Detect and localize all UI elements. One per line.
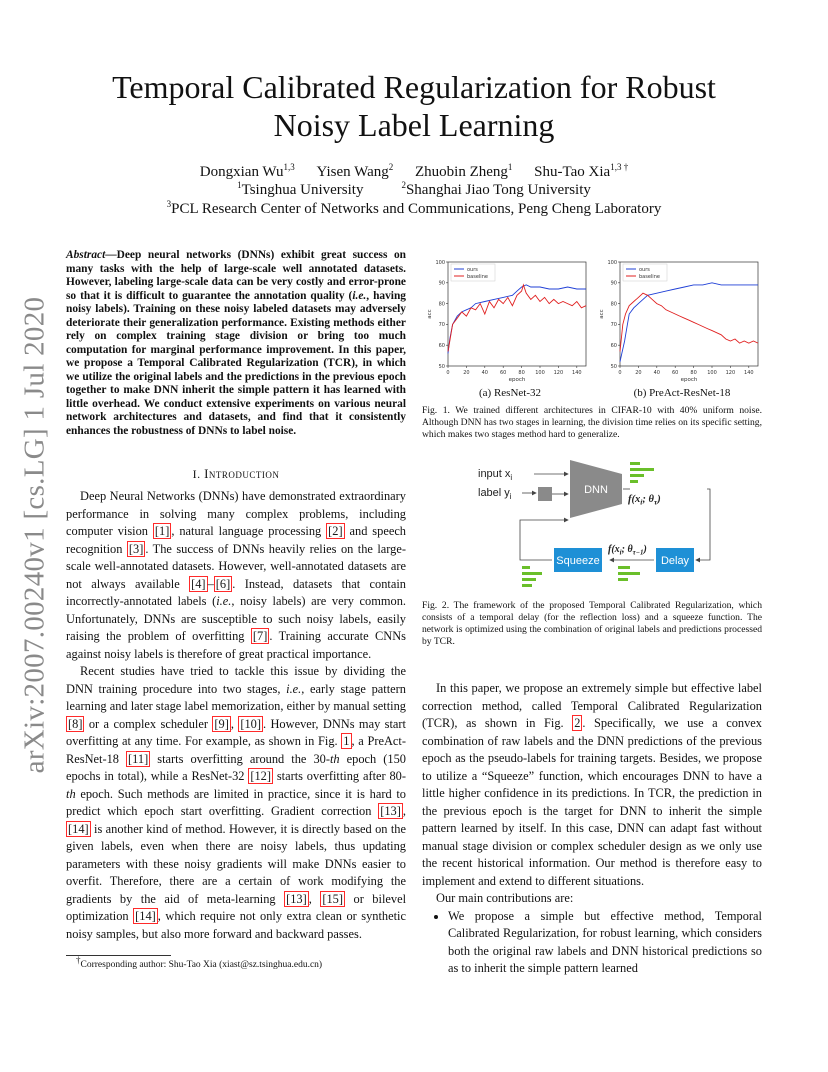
citation-link[interactable]: [14] — [135, 909, 156, 923]
citation-link[interactable]: [4] — [191, 576, 206, 591]
citation-link[interactable]: [11] — [128, 751, 149, 766]
section-title: Introduction — [204, 466, 280, 481]
citation-link[interactable]: [1] — [154, 524, 170, 538]
output-formula: $f(x_i$; $\theta_\tau$) — [628, 494, 661, 507]
contribution-list — [422, 908, 762, 978]
text: th — [329, 751, 340, 766]
text: In this paper, we propose an extremely simple but effective label correction method, called Temporal Calibrated Regularization (TCR), as shown in Fig. — [422, 681, 762, 730]
text: is another kind of method. However, it is directly based on the given labels, even when there are noisy labels, thus updating parameters with these noisy gradients will make DNNs easier to overfit. Therefore, there are a certain of work modifying the gradients by the aid of meta-learning — [66, 821, 406, 906]
citation-link[interactable]: [10] — [240, 716, 261, 731]
x-tick-label: 60 — [500, 370, 507, 376]
abstract-text: , having noisy labels). Training on these noisy labeled datasets may adversely deteriorate their generalization performance. Existing methods either rely on complex training stage division or bring too much computation for marginal performance improvement. In this paper, we propose a Temporal Calibrated Regularization (TCR), in which we utilize the original labels and the predictions in the previous epoch together to make DNN inherit the simple pattern it has learned with little overhead. We conduct extensive experiments on various neural network architectures and datasets, and find that it consistently enhances the robustness of DNNs to label noise. — [66, 289, 406, 437]
abstract-lead: Abstract — [66, 249, 106, 261]
figure-1-caption: Fig. 1. We trained different architectures in CIFAR-10 with 40% uniform noise. Although DNN has two stages in learning, the division time relies on its specific setting, which makes two stages method hard to generalize. — [422, 405, 762, 440]
y-tick-label: 80 — [438, 301, 445, 308]
y-tick-label: 70 — [438, 322, 445, 329]
affiliation: PCL Research Center of Networks and Communications, Peng Cheng Laboratory — [171, 201, 662, 217]
x-tick-label: 140 — [572, 370, 582, 376]
text: , — [402, 804, 406, 818]
chart-preact-resnet18 — [596, 256, 768, 384]
citation-link[interactable]: [3] — [128, 541, 144, 556]
affil-sup: 2 — [401, 180, 406, 190]
citation-link[interactable]: [13] — [286, 891, 307, 906]
y-axis-label: acc — [599, 309, 605, 319]
text: . Training accurate CNNs against noisy labels is therefore of great practical importance. — [66, 629, 406, 661]
affiliations-line-2 — [60, 201, 768, 218]
series-line-ours — [620, 283, 758, 362]
text: , early stage pattern learning and later stage label memorization, either by manual setting — [66, 681, 406, 713]
title-line-2: Noisy Label Learning — [273, 107, 555, 143]
arxiv-id: arXiv:2007.00240v1 [cs.LG] 1 Jul 2020 — [18, 296, 51, 774]
y-tick-label: 60 — [438, 343, 445, 349]
x-tick-label: 0 — [618, 370, 622, 376]
text: Deep Neural Networks (DNNs) have demonstrated extraordinary performance in solving many complex problems, including computer vision — [66, 489, 406, 538]
author-sup: 1 — [507, 162, 513, 172]
legend-label: baseline — [467, 273, 488, 280]
y-tick-label: 50 — [610, 363, 617, 370]
section-number: I. — [192, 467, 201, 481]
paper-title — [60, 68, 768, 144]
text: or bilevel optimization — [66, 891, 407, 923]
y-tick-label: 80 — [610, 301, 617, 308]
section-heading — [66, 466, 406, 482]
x-axis-label: epoch — [680, 377, 698, 383]
abstract-text: —Deep neural networks (DNNs) exhibit great success on many tasks with the help of large-scale well annotated datasets. However, labeling large-scale data can be very costly and error-prone so that it is difficult to guarantee the annotation quality ( — [66, 249, 406, 302]
y-tick-label: 90 — [610, 280, 617, 287]
text: epoch. Such methods are limited in practice, since it is hard to predict which epoch start overfitting. Gradient correction — [66, 786, 406, 818]
citation-link[interactable]: [8] — [68, 716, 83, 731]
text: , natural language processing — [171, 524, 327, 538]
framework-svg — [470, 458, 730, 590]
author-sup: 1,3 — [283, 162, 295, 172]
chart-svg — [596, 256, 768, 384]
y-tick-label: 100 — [607, 259, 617, 266]
x-tick-label: 40 — [481, 370, 488, 376]
citation-link[interactable]: [15] — [322, 891, 344, 906]
y-tick-label: 100 — [435, 259, 445, 266]
author-list — [60, 164, 768, 181]
legend-label: ours — [639, 266, 650, 273]
footnote-text: Corresponding author: Shu-Tao Xia (xiast@sz.tsinghua.edu.cn) — [80, 960, 323, 971]
text: – — [207, 576, 214, 591]
x-tick-label: 80 — [518, 370, 525, 376]
text: and speech recognition — [66, 524, 407, 556]
author — [534, 164, 628, 180]
intro-paragraph — [66, 488, 406, 663]
author-sup: 1,3 † — [610, 162, 629, 172]
author — [317, 164, 394, 180]
citation-link[interactable]: [2] — [328, 524, 343, 538]
text: . However, DNNs may start overfitting at any time. For example, as shown in Fig. — [66, 716, 406, 748]
text: , a PreAct-ResNet-18 — [66, 734, 406, 766]
footnote — [76, 955, 323, 971]
text: . Instead, datasets that contain incorrectly-annotated labels ( — [66, 576, 407, 608]
text: , — [230, 716, 239, 731]
y-axis-label: acc — [427, 309, 433, 319]
citation-link[interactable]: [14] — [68, 821, 89, 836]
y-tick-label: 90 — [438, 280, 445, 287]
y-tick-label: 50 — [438, 363, 445, 370]
text: Recent studies have tried to tackle this issue by dividing the DNN training procedure into two stages, — [66, 664, 406, 696]
title-line-1: Temporal Calibrated Regularization for Robust — [112, 69, 716, 105]
citation-link[interactable]: [9] — [214, 716, 229, 731]
text: , which require not only extra clean or synthetic noisy samples, but also more forward and backward passes. — [66, 909, 406, 941]
text: i.e. — [216, 594, 232, 608]
citation-link[interactable]: [6] — [215, 576, 231, 591]
delay-label: Delay — [660, 555, 690, 567]
subcaption-a: (a) ResNet-32 — [478, 387, 541, 399]
figure-link[interactable]: 2 — [574, 716, 581, 730]
abstract-ie: i.e. — [352, 289, 367, 302]
citation-link[interactable]: [12] — [250, 769, 271, 783]
affiliation: Tsinghua University — [241, 182, 364, 198]
x-tick-label: 100 — [535, 370, 545, 376]
body-paragraph: Our main contributions are: — [436, 891, 574, 905]
figure-2-caption: Fig. 2. The framework of the proposed Temporal Calibrated Regularization, which consists of a temporal delay (for the reflection loss) and a squeeze function. The network is optimized using the combination of original labels and predictions processed by TCR. — [422, 600, 762, 647]
citation-link[interactable]: [7] — [252, 629, 268, 643]
x-tick-label: 60 — [672, 370, 679, 376]
x-tick-label: 20 — [463, 370, 470, 376]
x-tick-label: 100 — [707, 370, 717, 376]
mid-formula: $f(x_i$; $\theta_{\tau-1}$) — [608, 544, 647, 557]
affil-sup: 1 — [237, 180, 242, 190]
figure-link[interactable]: 1 — [343, 734, 350, 748]
author — [415, 164, 512, 180]
legend-label: ours — [467, 266, 478, 273]
author-name: Zhuobin Zheng — [415, 164, 508, 180]
x-tick-label: 20 — [635, 370, 642, 376]
text: starts overfitting around the 30- — [150, 751, 330, 766]
footnote-rule — [66, 955, 171, 956]
author — [200, 164, 295, 180]
text: th — [66, 786, 76, 801]
x-tick-label: 140 — [744, 370, 754, 376]
author-name: Shu-Tao Xia — [534, 164, 611, 180]
author-name: Yisen Wang — [316, 164, 389, 180]
affiliation: Shanghai Jiao Tong University — [405, 182, 591, 198]
author-sup: 2 — [388, 162, 394, 172]
left-bars-icon — [522, 566, 542, 587]
x-tick-label: 40 — [653, 370, 660, 376]
x-axis-label: epoch — [508, 377, 526, 383]
x-tick-label: 0 — [446, 370, 450, 376]
affiliations-line-1 — [60, 182, 768, 199]
x-tick-label: 120 — [725, 370, 736, 376]
contribution-item: • We propose a simple but effective method, Temporal Calibrated Regularization, for robust learning, which considers both the original raw labels and DNN historical predictions so as to inherit the simple pattern learned — [448, 908, 762, 978]
output-bars-icon — [630, 462, 654, 483]
text: . Specifically, we use a convex combination of raw labels and the DNN predictions of the previous epoch as the pseudo-labels for training targets. Besides, we propose to utilize a “Squeeze” function, which encourages DNN to have a little higher confidence in its predictions. In TCR, the prediction in the previous epoch is the target for DNN to inherit the simple pattern learned by itself. In this case, DNN can adapt fast without manual stage division or complex scheduler design as we only use the recent historical information. Our method is therefore easy to implement and extend to different situations. — [422, 716, 762, 888]
text: epoch (150 epochs in total), while a ResNet-32 — [66, 751, 406, 783]
x-tick-label: 80 — [690, 370, 697, 376]
text: or a complex scheduler — [84, 716, 213, 731]
text: starts overfitting after 80- — [272, 769, 406, 783]
label-label: label $y_i$ — [478, 487, 512, 501]
right-column-body — [422, 680, 762, 978]
y-tick-label: 60 — [610, 343, 617, 349]
body-paragraph — [422, 680, 762, 890]
label-square — [538, 487, 552, 501]
footnote-mark: † — [76, 955, 81, 965]
author-name: Dongxian Wu — [199, 164, 284, 180]
chart-svg — [424, 256, 596, 384]
feedback-arrow — [696, 489, 710, 560]
text: . The success of DNNs heavily relies on the large-scale well-annotated datasets. However, well-annotated datasets are not always available — [66, 541, 406, 591]
arxiv-stamp — [18, 296, 51, 774]
mid-bars-icon — [618, 566, 640, 581]
squeeze-label: Squeeze — [556, 555, 600, 567]
intro-paragraph — [66, 663, 406, 943]
text: , — [308, 891, 321, 906]
text: , noisy labels) are very common. Unfortunately, DNNs are susceptible to such noisy labels, easily raising the problem of overfitting — [66, 594, 406, 643]
input-label: input $x_i$ — [478, 468, 513, 482]
subcaption-b: (b) PreAct-ResNet-18 — [633, 387, 731, 399]
affil-sup: 3 — [166, 199, 172, 209]
legend-label: baseline — [639, 273, 660, 280]
dnn-label: DNN — [584, 484, 608, 496]
y-tick-label: 70 — [610, 322, 617, 329]
series-line-baseline — [448, 285, 586, 352]
chart-resnet32 — [424, 256, 596, 384]
intro-body — [66, 488, 406, 943]
figure-2-diagram — [470, 458, 730, 590]
x-tick-label: 120 — [553, 370, 564, 376]
abstract — [66, 249, 406, 438]
text: i.e. — [286, 681, 302, 696]
citation-link[interactable]: [13] — [380, 804, 401, 818]
